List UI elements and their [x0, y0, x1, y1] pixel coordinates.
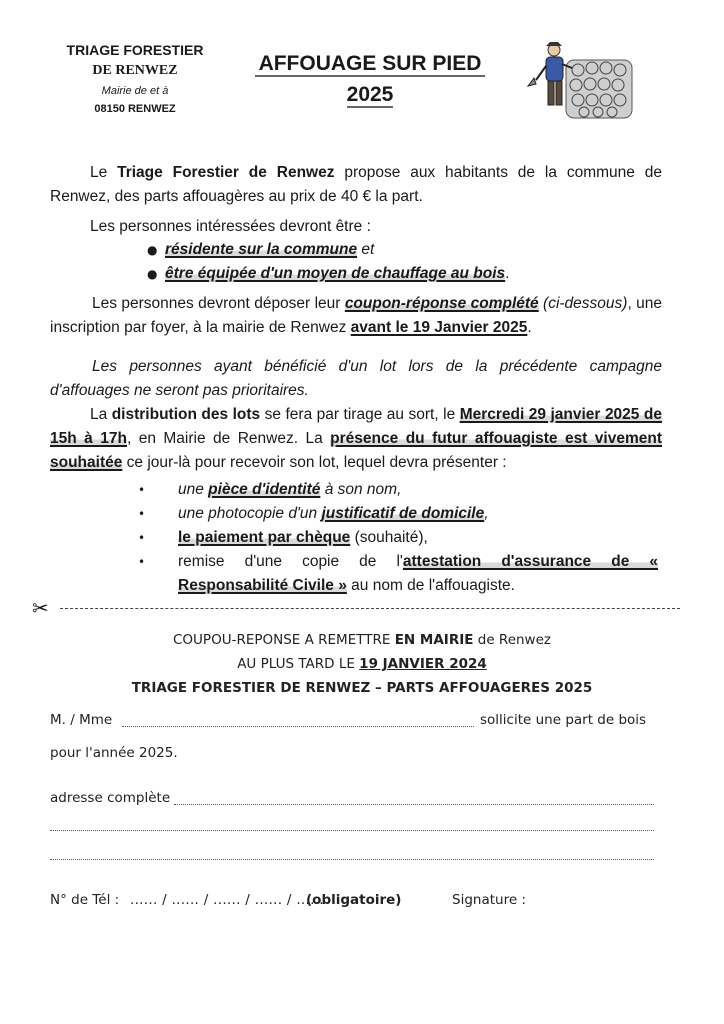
dist-pre: La: [90, 406, 112, 423]
deposit-ref: (ci-dessous): [538, 295, 628, 312]
req-identity-bold: pièce d'identité: [208, 481, 321, 498]
deposit-end: .: [527, 319, 532, 336]
bullet-icon: ●: [147, 243, 158, 257]
deposit-post: , une inscription par foyer, à la mairie de Renwez: [50, 295, 662, 336]
address-field-1[interactable]: [174, 804, 654, 805]
req-insurance-bold: attestation d'assurance de « Responsabilité Civile »: [178, 553, 658, 594]
req-identity-pre: une: [178, 481, 209, 498]
condition-residence: [165, 238, 374, 262]
dist-date: Mercredi 29 janvier 2025 de 15h à 17h: [50, 406, 662, 447]
address-label: adresse complète: [50, 790, 171, 806]
coupon-line2: [62, 652, 662, 676]
cut-line: [60, 608, 680, 609]
req-payment-bold: le paiement par chèque: [178, 529, 351, 546]
org-postal: 08150 RENWEZ: [94, 103, 176, 115]
condition-residence-tail: et: [357, 241, 375, 258]
phone-required: (obligatoire): [306, 892, 402, 908]
coupon-heading: [62, 628, 662, 700]
req-payment: [178, 526, 428, 550]
coupon-line3: TRIAGE FORESTIER DE RENWEZ – PARTS AFFOUAGERES 2025: [131, 680, 593, 696]
title-main: AFFOUAGE SUR PIED: [255, 52, 486, 77]
bullet-icon: •: [138, 483, 146, 497]
name-label: M. / Mme: [50, 712, 113, 728]
signature-label: Signature :: [452, 892, 526, 908]
deposit-coupon: coupon-réponse complété: [344, 295, 539, 312]
deposit-deadline: avant le 19 Janvier 2025: [350, 319, 528, 336]
bullet-icon: ●: [147, 267, 158, 281]
person-icon: [528, 42, 572, 105]
name-suffix: sollicite une part de bois: [480, 712, 647, 728]
coupon-line2-pre: AU PLUS TARD LE: [237, 656, 360, 672]
title-text: [235, 50, 505, 78]
bullet-icon: •: [138, 507, 146, 521]
coupon-line1-post: de Renwez: [473, 632, 551, 648]
deposit-paragraph: [50, 292, 662, 340]
dist-end: ce jour-là pour recevoir son lot, lequel devra présenter :: [122, 454, 507, 471]
name-field[interactable]: [122, 726, 474, 727]
org-name-line1: TRIAGE FORESTIER: [66, 42, 204, 58]
coupon-line1: [62, 628, 662, 652]
req-domicile-post: ,: [484, 505, 489, 522]
intro-paragraph: [50, 161, 662, 209]
phone-label: N° de Tél :: [50, 892, 120, 908]
coupon-line2-date: 19 JANVIER 2024: [359, 656, 487, 672]
dist-mid2: , en Mairie de Renwez. La: [126, 430, 331, 447]
dist-mid1: se fera par tirage au sort, le: [260, 406, 460, 423]
condition-residence-text: résidente sur la commune: [165, 241, 358, 258]
deposit-pre: Les personnes devront déposer leur: [92, 295, 345, 312]
req-insurance: [178, 550, 658, 598]
phone-field[interactable]: ...... / ...... / ...... / ...... / ......: [130, 892, 324, 908]
req-insurance-post: au nom de l'affouagiste.: [346, 577, 515, 594]
intro-org: Triage Forestier de Renwez: [117, 164, 335, 181]
address-field-3[interactable]: [50, 859, 654, 860]
intro-pre: Le: [90, 164, 118, 181]
coupon-line1-pre: COUPOU-REPONSE A REMETTRE: [173, 632, 395, 648]
condition-heating-tail: .: [505, 265, 510, 282]
priority-paragraph: Les personnes ayant bénéficié d'un lot lors de la précédente campagne d'affouages ne seront pas prioritaires.: [50, 358, 662, 399]
condition-heating-text: être équipée d'un moyen de chauffage au bois: [165, 265, 506, 282]
scissors-icon: ✂: [32, 596, 49, 620]
org-name-line2: DE RENWEZ: [92, 63, 178, 78]
intro-post: propose aux habitants de la commune de Renwez, des parts affouagères au prix de 40 € la part.: [50, 164, 662, 205]
req-domicile: [178, 502, 489, 526]
req-domicile-pre: une photocopie d'un: [178, 505, 322, 522]
org-subtitle: Mairie de et à: [101, 85, 169, 97]
distribution-paragraph: [50, 403, 662, 475]
condition-heating: [165, 262, 509, 286]
req-identity-post: à son nom,: [320, 481, 402, 498]
page-title: [235, 50, 505, 112]
bullet-icon: •: [138, 531, 146, 545]
dist-bold: distribution des lots: [111, 406, 261, 423]
req-domicile-bold: justificatif de domicile: [321, 505, 485, 522]
req-identity: [178, 478, 401, 502]
req-payment-post: (souhaité),: [350, 529, 428, 546]
req-insurance-pre: remise d'une copie de l': [178, 553, 403, 570]
year-text: 2025: [346, 83, 394, 106]
org-header: [50, 40, 220, 118]
woodpile-icon: [566, 60, 632, 118]
title-year: [235, 78, 505, 112]
bullet-icon: •: [138, 555, 146, 569]
address-field-2[interactable]: [50, 830, 654, 831]
name-suffix-year: pour l'année 2025.: [50, 745, 178, 761]
conditions-intro: Les personnes intéressées devront être :: [90, 218, 371, 235]
dist-presence: présence du futur affouagiste est vivement souhaitée: [50, 430, 662, 471]
coupon-line1-bold: EN MAIRIE: [394, 632, 474, 648]
woodcutter-illustration: [526, 40, 636, 120]
